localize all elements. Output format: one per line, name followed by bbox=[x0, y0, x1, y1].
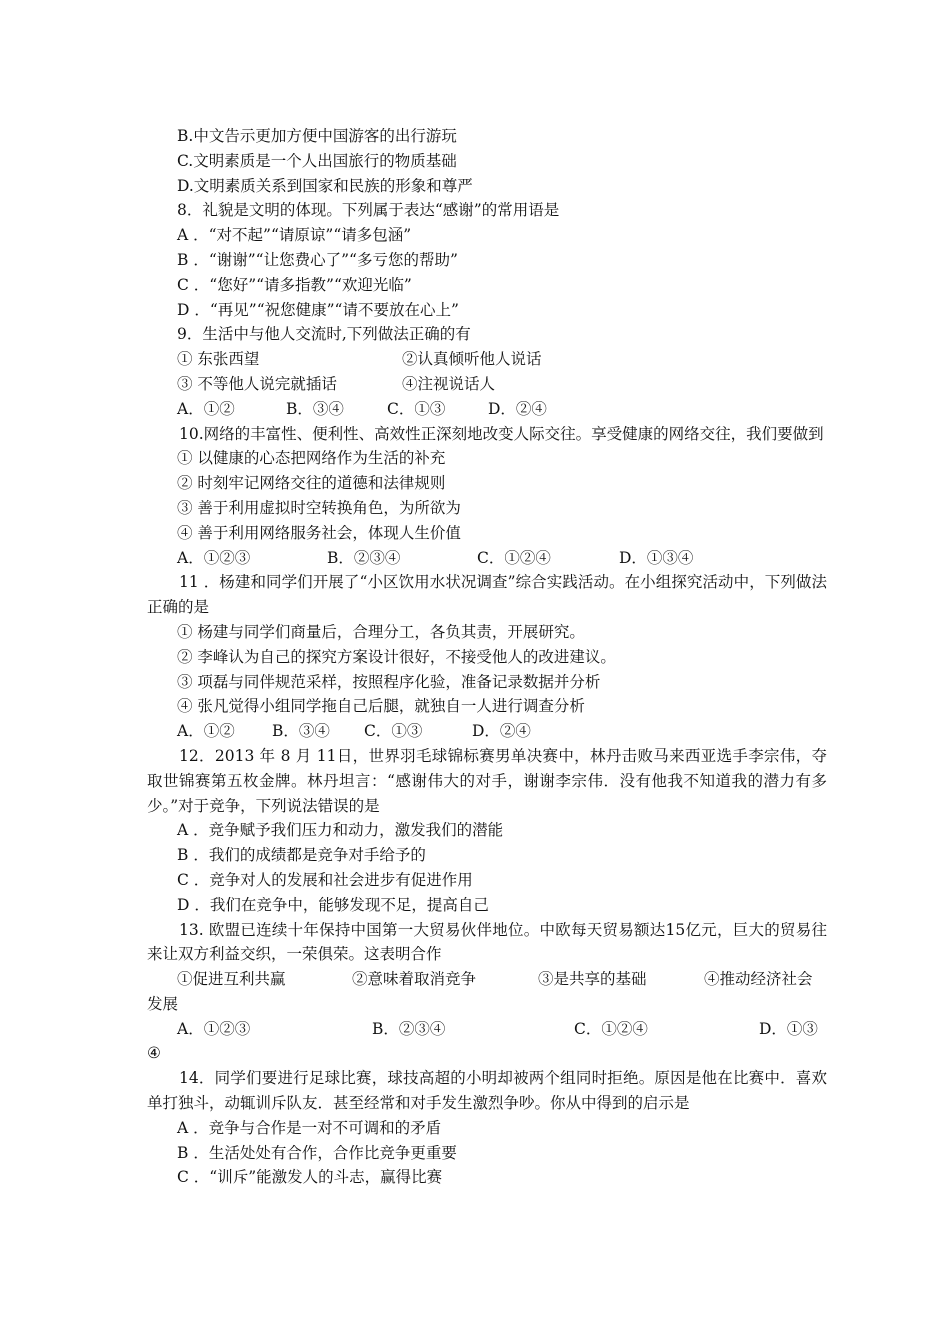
q13-item-1: ①促进互利共赢 bbox=[177, 970, 286, 989]
q13-choice-b: B．②③④ bbox=[372, 1019, 446, 1038]
q11-choices bbox=[147, 719, 827, 744]
exam-page bbox=[147, 124, 827, 1190]
q11-choice-c: C．①③ bbox=[364, 722, 423, 741]
q10-item-4: ④ 善于利用网络服务社会，体现人生价值 bbox=[177, 523, 461, 542]
q8-option-a: A ．“对不起”“请原谅”“请多包涵” bbox=[177, 226, 412, 245]
q10-choices bbox=[147, 546, 827, 571]
q8-stem: 8．礼貌是文明的体现。下列属于表达“感谢”的常用语是 bbox=[177, 201, 560, 220]
q14-option-c: C ．“训斥”能激发人的斗志，赢得比赛 bbox=[177, 1168, 443, 1187]
q7-option-b: B.中文告示更加方便中国游客的出行游玩 bbox=[177, 127, 457, 145]
q13-item-4: ④推动经济社会 bbox=[704, 970, 813, 989]
q12-option-c: C ．竞争对人的发展和社会进步有促进作用 bbox=[177, 870, 473, 889]
q9-choice-c: C．①③ bbox=[387, 399, 446, 418]
q7-option-d: D.文明素质关系到国家和民族的形象和尊严 bbox=[177, 176, 473, 195]
q10-choice-b: B．②③④ bbox=[327, 548, 401, 567]
q13-choice-c: C．①②④ bbox=[574, 1019, 648, 1038]
q12-option-a: A ．竞争赋予我们压力和动力，激发我们的潜能 bbox=[177, 821, 504, 840]
q11-item-4: ④ 张凡觉得小组同学拖自己后腿，就独自一人进行调查分析 bbox=[177, 697, 585, 716]
q8-option-d: D ．“再见”“祝您健康”“请不要放在心上” bbox=[177, 300, 459, 319]
q13-items-tail: 发展 bbox=[147, 994, 179, 1013]
q10-item-2: ② 时刻牢记网络交往的道德和法律规则 bbox=[177, 474, 446, 493]
q10-item-1: ① 以健康的心态把网络作为生活的补充 bbox=[177, 449, 446, 468]
q9-stem: 9．生活中与他人交流时,下列做法正确的有 bbox=[177, 325, 471, 344]
q11-item-1: ① 杨建与同学们商量后，合理分工，各负其责，开展研究。 bbox=[177, 622, 585, 641]
q10-stem: 10.网络的丰富性、便利性、高效性正深刻地改变人际交往。享受健康的网络交往，我们要做到 bbox=[179, 424, 824, 443]
q13-stem: 13. 欧盟已连续十年保持中国第一大贸易伙伴地位。中欧每天贸易额达15亿元，巨大的贸易往来让双方利益交织，一荣俱荣。这表明合作 bbox=[147, 920, 827, 964]
q9-items-row2 bbox=[147, 372, 827, 397]
q9-choices bbox=[147, 397, 827, 422]
q11-stem: 11 ．杨建和同学们开展了“小区饮用水状况调查”综合实践活动。在小组探究活动中，下列做法正确的是 bbox=[147, 573, 827, 617]
q11-choice-d: D．②④ bbox=[472, 722, 531, 741]
q9-choice-b: B．③④ bbox=[286, 399, 344, 418]
q10-choice-c: C．①②④ bbox=[477, 548, 551, 567]
q11-item-2: ② 李峰认为自己的探究方案设计很好，不接受他人的改进建议。 bbox=[177, 647, 616, 666]
q10-choice-a: A．①②③ bbox=[177, 548, 251, 567]
q13-item-3: ③是共享的基础 bbox=[538, 970, 647, 989]
q12-stem: 12．2013 年 8 月 11日，世界羽毛球锦标赛男单决赛中，林丹击败马来西亚选手李宗伟，夺取世锦赛第五枚金牌。林丹坦言：“感谢伟大的对手，谢谢李宗伟．没有他我不知道我的潜力有多少。”对于竞争，下列说法错误的是 bbox=[147, 746, 827, 815]
q12-option-d: D ．我们在竞争中，能够发现不足，提高自己 bbox=[177, 895, 489, 914]
q11-choice-b: B．③④ bbox=[272, 722, 330, 741]
q11-choice-a: A．①② bbox=[177, 722, 235, 741]
q9-item-1: ① 东张西望 bbox=[177, 350, 260, 369]
q14-option-b: B ．生活处处有合作，合作比竞争更重要 bbox=[177, 1143, 457, 1162]
q13-item-2: ②意味着取消竞争 bbox=[352, 970, 477, 989]
q9-item-4: ④注视说话人 bbox=[402, 374, 496, 393]
q14-stem: 14．同学们要进行足球比赛，球技高超的小明却被两个组同时拒绝。原因是他在比赛中．喜欢单打独斗，动辄训斥队友．甚至经常和对手发生激烈争吵。你从中得到的启示是 bbox=[147, 1069, 827, 1113]
q12-option-b: B ．我们的成绩都是竞争对手给予的 bbox=[177, 846, 426, 865]
q8-option-c: C ．“您好”“请多指教”“欢迎光临” bbox=[177, 275, 412, 294]
q13-choices-tail: ④ bbox=[147, 1044, 161, 1063]
q11-item-3: ③ 项磊与同伴规范采样，按照程序化验，准备记录数据并分析 bbox=[177, 672, 601, 691]
q9-item-3: ③ 不等他人说完就插话 bbox=[177, 374, 337, 393]
q8-option-b: B ．“谢谢”“让您费心了”“多亏您的帮助” bbox=[177, 250, 458, 269]
q10-choice-d: D．①③④ bbox=[619, 548, 694, 567]
q13-choice-a: A．①②③ bbox=[177, 1019, 251, 1038]
q7-option-c: C.文明素质是一个人出国旅行的物质基础 bbox=[177, 151, 457, 170]
q14-option-a: A ．竞争与合作是一对不可调和的矛盾 bbox=[177, 1118, 442, 1137]
q13-items bbox=[147, 967, 827, 992]
q9-choice-a: A．①② bbox=[177, 399, 235, 418]
q9-item-2: ②认真倾听他人说话 bbox=[402, 350, 542, 369]
q10-item-3: ③ 善于利用虚拟时空转换角色，为所欲为 bbox=[177, 498, 461, 517]
q9-choice-d: D．②④ bbox=[488, 399, 547, 418]
q9-items-row1 bbox=[147, 347, 827, 372]
q13-choices bbox=[147, 1017, 827, 1042]
q13-choice-d: D．①③ bbox=[759, 1019, 818, 1038]
